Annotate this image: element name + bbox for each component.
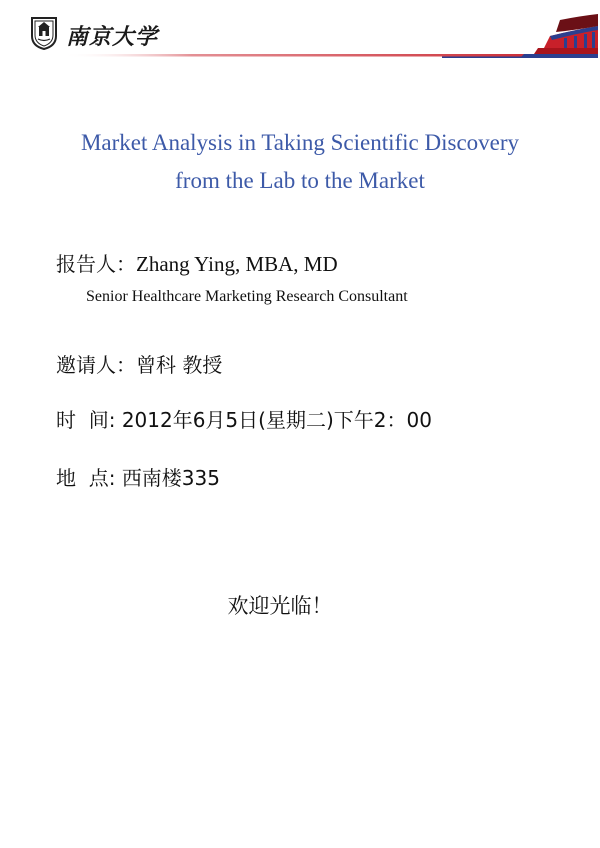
inviter-label: 邀请人： (56, 353, 136, 377)
speaker-affiliation: Senior Healthcare Marketing Research Consultant (86, 288, 408, 305)
speaker-name: Zhang Ying, MBA, MD (136, 252, 338, 276)
speaker-label: 报告人： (56, 252, 136, 276)
time-label: 时 间: (56, 408, 116, 432)
time-value: 2012年6月5日(星期二)下午2：00 (121, 408, 432, 432)
title-line-2: from the Lab to the Market (175, 168, 425, 193)
inviter-value: 曾科 教授 (136, 353, 223, 377)
speaker-row (56, 248, 338, 277)
lecture-title (0, 124, 600, 200)
letterhead (0, 0, 600, 70)
place-row (56, 462, 220, 491)
university-name: 南京大学 (66, 24, 159, 50)
university-seal-icon (30, 16, 58, 50)
title-line-1: Market Analysis in Taking Scientific Discovery (80, 130, 520, 155)
time-row (56, 404, 432, 433)
place-value: 西南楼335 (121, 466, 220, 490)
place-label: 地 点: (56, 466, 116, 490)
building-roof-icon (520, 14, 600, 60)
header-divider (62, 54, 582, 58)
welcome-message: 欢迎光临！ (227, 594, 333, 618)
inviter-row (56, 349, 222, 378)
